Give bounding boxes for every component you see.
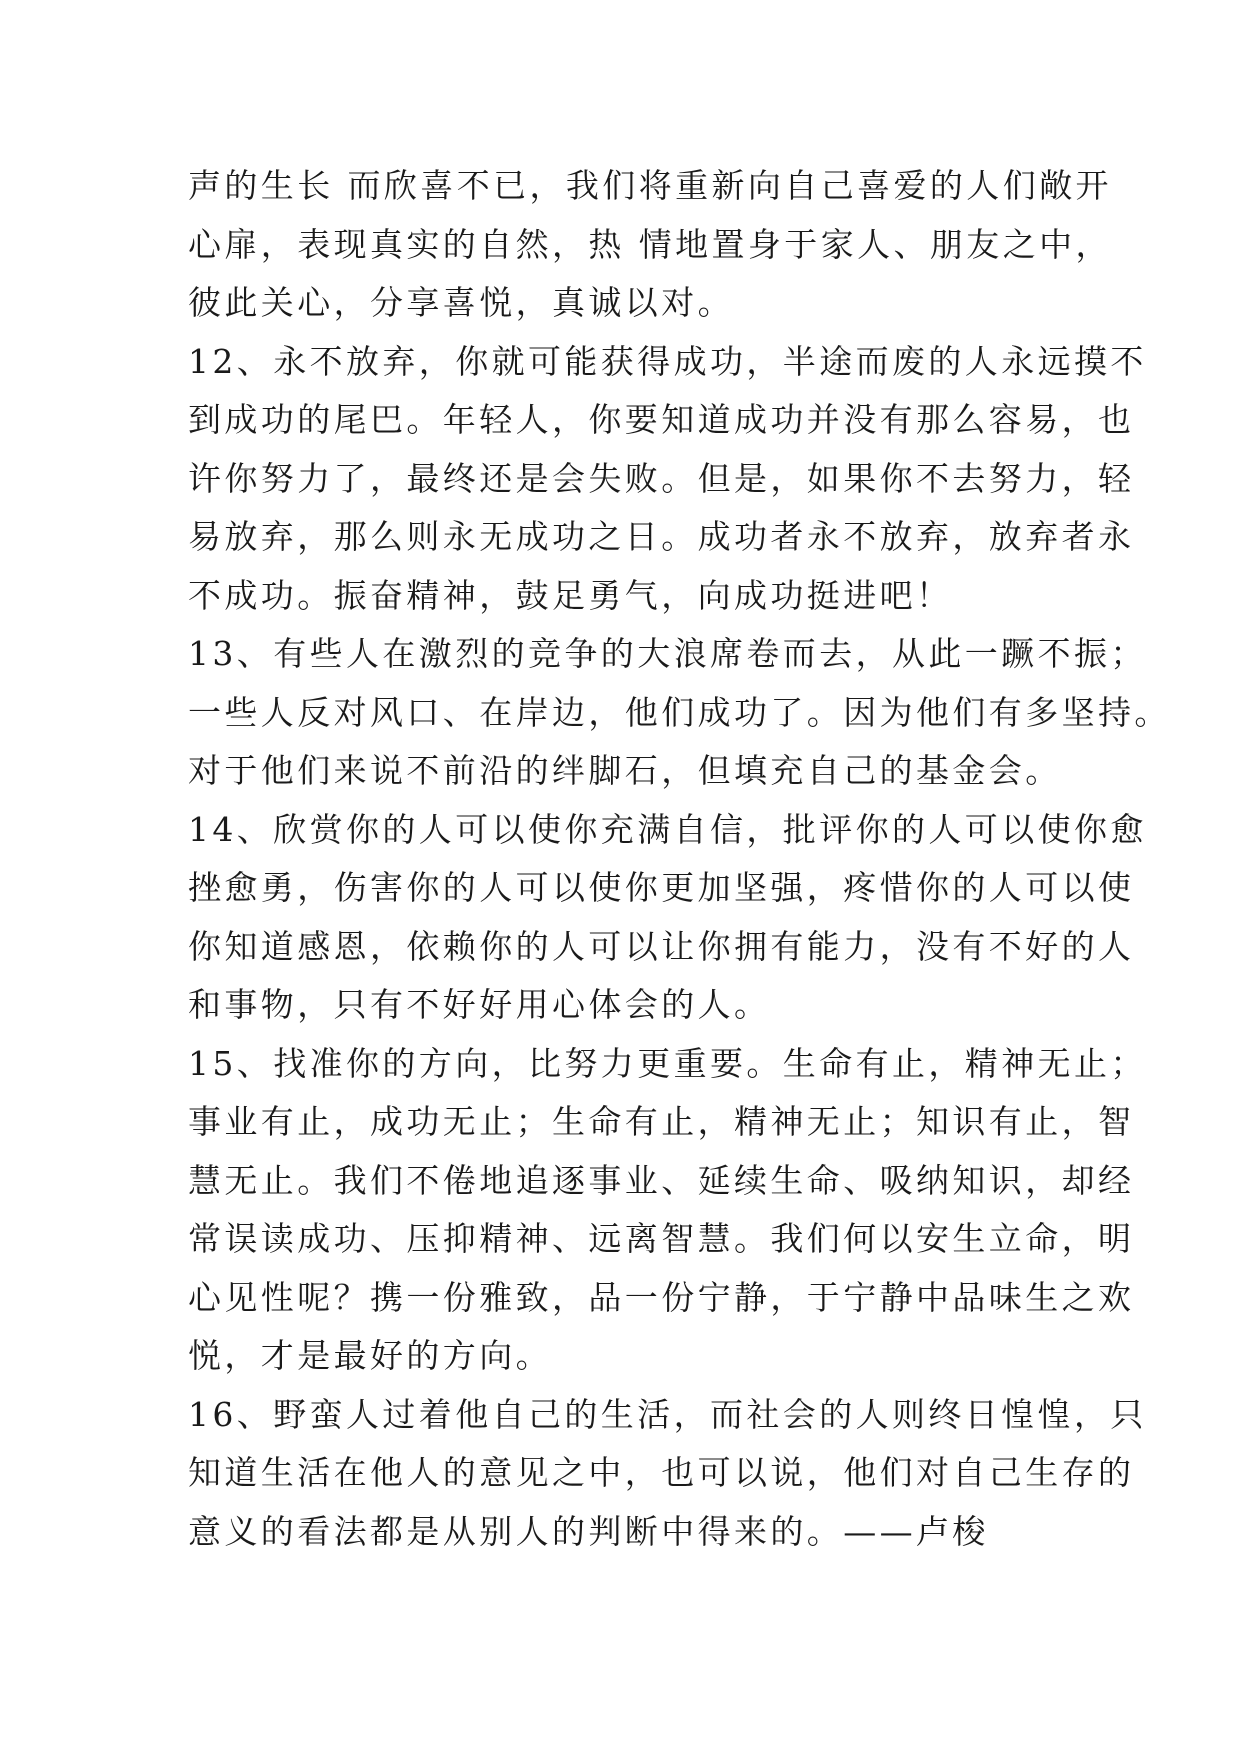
text-line: 悦，才是最好的方向。: [188, 1336, 552, 1375]
text-line: 你知道感恩，依赖你的人可以让你拥有能力，没有不好的人: [188, 926, 1135, 966]
text-line: 15、找准你的方向，比努力更重要。生命有止，精神无止；: [188, 1043, 1147, 1083]
text-line: 慧无止。我们不倦地追逐事业、延续生命、吸纳知识，却经: [188, 1160, 1135, 1200]
text-line: 心扉，表现真实的自然，热 情地置身于家人、朋友之中，: [188, 224, 1112, 264]
text-line: 事业有止，成功无止；生命有止，精神无止；知识有止，智: [188, 1102, 1135, 1141]
text-line: 16、野蛮人过着他自己的生活，而社会的人则终日惶惶，只: [188, 1394, 1147, 1434]
text-line: 一些人反对风口、在岸边，他们成功了。因为他们有多坚持。: [188, 692, 1171, 732]
text-line: 许你努力了，最终还是会失败。但是，如果你不去努力，轻: [188, 458, 1135, 498]
text-line: 到成功的尾巴。年轻人，你要知道成功并没有那么容易，也: [188, 400, 1135, 439]
text-line: 声的生长 而欣喜不已，我们将重新向自己喜爱的人们敞开: [188, 166, 1112, 205]
text-line: 彼此关心，分享喜悦，真诚以对。: [188, 283, 734, 322]
text-line: 知道生活在他人的意见之中，也可以说，他们对自己生存的: [188, 1453, 1135, 1492]
text-line: 挫愈勇，伤害你的人可以使你更加坚强，疼惜你的人可以使: [188, 868, 1135, 907]
text-line: 12、永不放弃，你就可能获得成功，半途而废的人永远摸不: [188, 341, 1147, 381]
text-line: 对于他们来说不前沿的绊脚石，但填充自己的基金会。: [188, 751, 1062, 790]
text-line: 意义的看法都是从别人的判断中得来的。——卢梭: [188, 1511, 989, 1551]
text-line: 不成功。振奋精神，鼓足勇气，向成功挺进吧！: [188, 575, 953, 615]
text-line: 常误读成功、压抑精神、远离智慧。我们何以安生立命，明: [188, 1219, 1135, 1258]
text-line: 14、欣赏你的人可以使你充满自信，批评你的人可以使你愈: [188, 809, 1147, 849]
text-line: 和事物，只有不好好用心体会的人。: [188, 985, 771, 1024]
text-line: 13、有些人在激烈的竞争的大浪席卷而去，从此一蹶不振；: [188, 634, 1147, 673]
text-line: 易放弃，那么则永无成功之日。成功者永不放弃，放弃者永: [188, 517, 1135, 556]
document-body: [188, 157, 1171, 1561]
text-line: 心见性呢？携一份雅致，品一份宁静，于宁静中品味生之欢: [188, 1277, 1135, 1317]
